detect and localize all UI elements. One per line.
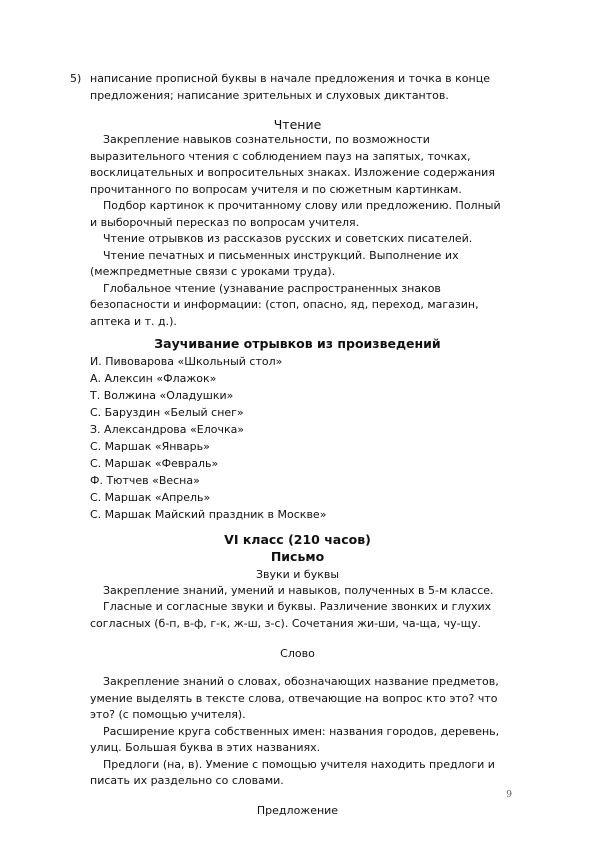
list-item: С. Маршак Майский праздник в Москве» xyxy=(90,508,327,521)
list-item: Т. Волжина «Оладушки» xyxy=(90,389,234,402)
subsection-heading-word: Слово xyxy=(280,647,315,660)
list-item: С. Маршак «Январь» xyxy=(90,440,210,453)
text-line: безопасности и информации: (стоп, опасно, яд, переход, магазин, xyxy=(90,298,479,311)
text-line: восклицательных и вопросительных знаках. Изложение содержания xyxy=(90,166,495,179)
list-item: С. Маршак «Февраль» xyxy=(90,457,219,470)
grade-heading: VI класс (210 часов) xyxy=(224,532,371,547)
text-line: писать их раздельно со словами. xyxy=(90,774,284,787)
text-line: Глобальное чтение (узнавание распространенных знаков xyxy=(103,282,441,295)
text-line: аптека и т. д.). xyxy=(90,315,177,328)
text-line: Закрепление знаний о словах, обозначающих название предметов, xyxy=(103,675,499,688)
text-line: это? (с помощью учителя). xyxy=(90,708,246,721)
text-line: Закрепление навыков сознательности, по возможности xyxy=(103,133,430,146)
list-item: С. Баруздин «Белый снег» xyxy=(90,406,244,419)
text-line: Предлоги (на, в). Умение с помощью учителя находить предлоги и xyxy=(103,758,495,771)
text-line: прочитанного по вопросам учителя и по сюжетным картинкам. xyxy=(90,183,462,196)
text-line: Закрепление знаний, умений и навыков, полученных в 5-м классе. xyxy=(103,584,494,597)
list-item: И. Пивоварова «Школьный стол» xyxy=(90,355,283,368)
list-item: З. Александрова «Елочка» xyxy=(90,423,245,436)
text-line: согласных (б-п, в-ф, г-к, ж-ш, з-с). Сочетания жи-ши, ча-ща, чу-щу. xyxy=(90,617,481,630)
text-line: Гласные и согласные звуки и буквы. Различение звонких и глухих xyxy=(103,600,492,613)
list-item: С. Маршак «Апрель» xyxy=(90,491,211,504)
text-line: и выборочный пересказ по вопросам учителя. xyxy=(90,216,360,229)
text-line: написание прописной буквы в начале предложения и точка в конце xyxy=(90,72,490,85)
text-line: Расширение круга собственных имен: названия городов, деревень, xyxy=(103,725,500,738)
text-line: выразительного чтения с соблюдением пауз на запятых, точках, xyxy=(90,150,471,163)
section-heading-writing: Письмо xyxy=(270,549,325,564)
subsection-heading-sounds: Звуки и буквы xyxy=(255,568,340,581)
list-item: Ф. Тютчев «Весна» xyxy=(90,474,200,487)
text-line: умение выделять в тексте слова, отвечающие на вопрос кто это? что xyxy=(90,692,498,705)
subsection-heading-sentence: Предложение xyxy=(256,804,339,817)
page-number: 9 xyxy=(506,790,512,800)
text-line: Чтение отрывков из рассказов русских и советских писателей. xyxy=(103,232,473,245)
list-item: А. Алексин «Флажок» xyxy=(90,372,217,385)
text-line: улиц. Большая буква в этих названиях. xyxy=(90,741,321,754)
text-line: (межпредметные связи с уроками труда). xyxy=(90,265,336,278)
text-line: Чтение печатных и письменных инструкций. Выполнение их xyxy=(103,249,459,262)
text-line: предложения; написание зрительных и слуховых диктантов. xyxy=(90,89,449,102)
list-number: 5) xyxy=(70,72,82,85)
section-heading-memorize: Заучивание отрывков из произведений xyxy=(154,336,441,351)
text-line: Подбор картинок к прочитанному слову или предложению. Полный xyxy=(103,199,501,212)
section-heading-reading: Чтение xyxy=(273,117,322,132)
